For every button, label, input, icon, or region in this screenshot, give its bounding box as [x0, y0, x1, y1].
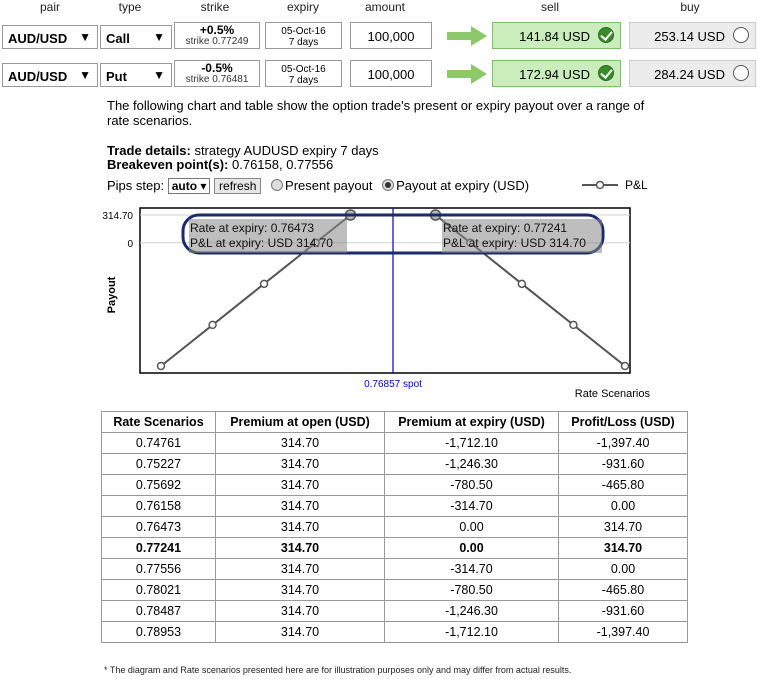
y-tick-label: 314.70 — [102, 211, 133, 222]
check-icon — [598, 65, 614, 81]
pips-label: Pips step: — [107, 178, 165, 193]
header-amount: amount — [364, 0, 406, 14]
table-cell: 0.75227 — [102, 454, 216, 475]
type-value: Put — [106, 69, 127, 84]
table-row — [102, 559, 688, 580]
table-cell: 314.70 — [216, 433, 385, 454]
dropdown-arrow-icon: ▼ — [153, 68, 165, 82]
header-expiry: expiry — [286, 0, 319, 14]
header-sell: sell — [540, 0, 559, 14]
expiry-date: 05-Oct-16 — [281, 26, 326, 37]
strike-percent: +0.5% — [199, 23, 235, 37]
table-row — [102, 454, 688, 475]
table-header: Rate Scenarios — [102, 412, 216, 433]
pips-select[interactable]: auto ▾ — [168, 178, 211, 194]
sell-price-button[interactable] — [492, 22, 621, 49]
table-cell: -931.60 — [559, 601, 688, 622]
footnote: * The diagram and Rate scenarios presented here are for illustration purposes only and may differ from actual results. — [104, 665, 572, 675]
breakeven-points — [107, 157, 333, 172]
table-row — [102, 517, 688, 538]
y-tick-label: 0 — [127, 238, 133, 250]
pips-value: auto — [171, 179, 198, 193]
breakeven-value: 0.76158, 0.77556 — [232, 157, 334, 172]
sell-price: 141.84 USD — [519, 29, 590, 44]
pair-value: AUD/USD — [8, 69, 68, 84]
table-cell: -465.80 — [559, 580, 688, 601]
tooltip-rate: Rate at expiry: 0.77241 — [443, 221, 568, 235]
refresh-button[interactable]: refresh — [214, 178, 261, 194]
table-cell: 0.78021 — [102, 580, 216, 601]
table-cell: -314.70 — [385, 496, 559, 517]
tooltip-pnl: P&L at expiry: USD 314.70 — [443, 236, 586, 250]
table-cell: 314.70 — [216, 601, 385, 622]
data-point — [261, 280, 268, 287]
table-cell: 0.00 — [559, 559, 688, 580]
table-cell: -465.80 — [559, 475, 688, 496]
pair-select[interactable] — [2, 25, 98, 49]
unchecked-icon — [733, 65, 749, 81]
description-text: The following chart and table show the option trade's present or expiry payout over a range of rate scenarios. — [107, 98, 645, 128]
table-row — [102, 475, 688, 496]
tooltip-pnl: P&L at expiry: USD 314.70 — [190, 236, 333, 250]
table-cell: 0.77241 — [102, 538, 216, 559]
x-axis-label: Rate Scenarios — [574, 388, 650, 400]
table-cell: -931.60 — [559, 454, 688, 475]
table-cell: -780.50 — [385, 580, 559, 601]
dropdown-arrow-icon: ▼ — [79, 68, 91, 82]
chart-legend — [582, 178, 648, 192]
pair-value: AUD/USD — [8, 31, 68, 46]
buy-price: 253.14 USD — [654, 29, 725, 44]
breakeven-label: Breakeven point(s): — [107, 157, 229, 172]
expiry-days: 7 days — [288, 75, 319, 86]
table-cell: 0.78487 — [102, 601, 216, 622]
trade-details-label: Trade details: — [107, 143, 191, 158]
buy-price-button[interactable] — [629, 60, 756, 87]
expiry-date: 05-Oct-16 — [281, 64, 326, 75]
trade-details — [107, 143, 379, 158]
table-cell: 0.77556 — [102, 559, 216, 580]
amount-field[interactable]: 100,000 — [350, 60, 432, 87]
type-select[interactable] — [100, 25, 172, 49]
table-cell: -314.70 — [385, 559, 559, 580]
table-cell: 314.70 — [559, 517, 688, 538]
table-cell: -1,397.40 — [559, 433, 688, 454]
table-row — [102, 496, 688, 517]
expiry-payout-label: Payout at expiry (USD) — [396, 178, 530, 193]
table-row — [102, 538, 688, 559]
dropdown-arrow-icon: ▼ — [153, 30, 165, 44]
strike-percent: -0.5% — [201, 61, 233, 75]
table-cell: 0.00 — [385, 517, 559, 538]
y-axis-label: Payout — [106, 276, 118, 314]
table-cell: 314.70 — [216, 538, 385, 559]
arrow-right-icon — [447, 26, 487, 46]
table-cell: 314.70 — [216, 517, 385, 538]
table-header: Premium at expiry (USD) — [385, 412, 559, 433]
sell-price: 172.94 USD — [519, 67, 590, 82]
strike-value: strike 0.77249 — [185, 36, 249, 47]
header-pair: pair — [39, 0, 60, 14]
type-select[interactable] — [100, 63, 172, 87]
spot-label: 0.76857 spot — [364, 379, 422, 390]
data-point — [518, 280, 525, 287]
arrow-right-icon — [447, 64, 487, 84]
table-cell: 314.70 — [216, 580, 385, 601]
table-cell: -780.50 — [385, 475, 559, 496]
table-cell: 314.70 — [216, 454, 385, 475]
table-cell: 314.70 — [216, 622, 385, 643]
table-cell: 0.76158 — [102, 496, 216, 517]
rate-scenarios-table — [101, 411, 688, 643]
sell-price-button[interactable] — [492, 60, 621, 87]
expiry-field[interactable] — [265, 22, 342, 49]
strike-value: strike 0.76481 — [185, 74, 249, 85]
table-cell: -1,712.10 — [385, 622, 559, 643]
table-cell: 314.70 — [216, 496, 385, 517]
tooltip-rate: Rate at expiry: 0.76473 — [190, 221, 315, 235]
table-cell: 314.70 — [559, 538, 688, 559]
table-cell: 0.00 — [559, 496, 688, 517]
data-point — [209, 321, 216, 328]
unchecked-icon — [733, 27, 749, 43]
table-cell: -1,712.10 — [385, 433, 559, 454]
table-row — [102, 433, 688, 454]
table-cell: 314.70 — [216, 559, 385, 580]
payout-chart — [95, 175, 655, 405]
expiry-field[interactable] — [265, 60, 342, 87]
check-icon — [598, 27, 614, 43]
buy-price: 284.24 USD — [654, 67, 725, 82]
table-cell: 0.76473 — [102, 517, 216, 538]
header-strike: strike — [200, 0, 230, 14]
table-row — [102, 580, 688, 601]
table-row — [102, 601, 688, 622]
table-cell: -1,246.30 — [385, 454, 559, 475]
expiry-days: 7 days — [288, 37, 319, 48]
buy-price-button[interactable] — [629, 22, 756, 49]
pair-select[interactable] — [2, 63, 98, 87]
header-type: type — [118, 0, 142, 14]
trade-details-value: strategy AUDUSD expiry 7 days — [194, 143, 379, 158]
strike-field[interactable] — [174, 60, 260, 87]
data-point — [570, 321, 577, 328]
table-row — [102, 622, 688, 643]
strike-field[interactable] — [174, 22, 260, 49]
header-buy: buy — [680, 0, 700, 14]
table-header: Profit/Loss (USD) — [559, 412, 688, 433]
dropdown-arrow-icon: ▼ — [79, 30, 91, 44]
data-point — [622, 363, 629, 370]
table-cell: 0.00 — [385, 538, 559, 559]
table-cell: 0.74761 — [102, 433, 216, 454]
legend-label: P&L — [625, 178, 648, 192]
table-cell: -1,246.30 — [385, 601, 559, 622]
table-cell: 0.78953 — [102, 622, 216, 643]
amount-field[interactable]: 100,000 — [350, 22, 432, 49]
table-header: Premium at open (USD) — [216, 412, 385, 433]
data-point — [158, 363, 165, 370]
present-payout-label: Present payout — [285, 178, 373, 193]
table-cell: 314.70 — [216, 475, 385, 496]
table-cell: 0.75692 — [102, 475, 216, 496]
type-value: Call — [106, 31, 130, 46]
table-cell: -1,397.40 — [559, 622, 688, 643]
